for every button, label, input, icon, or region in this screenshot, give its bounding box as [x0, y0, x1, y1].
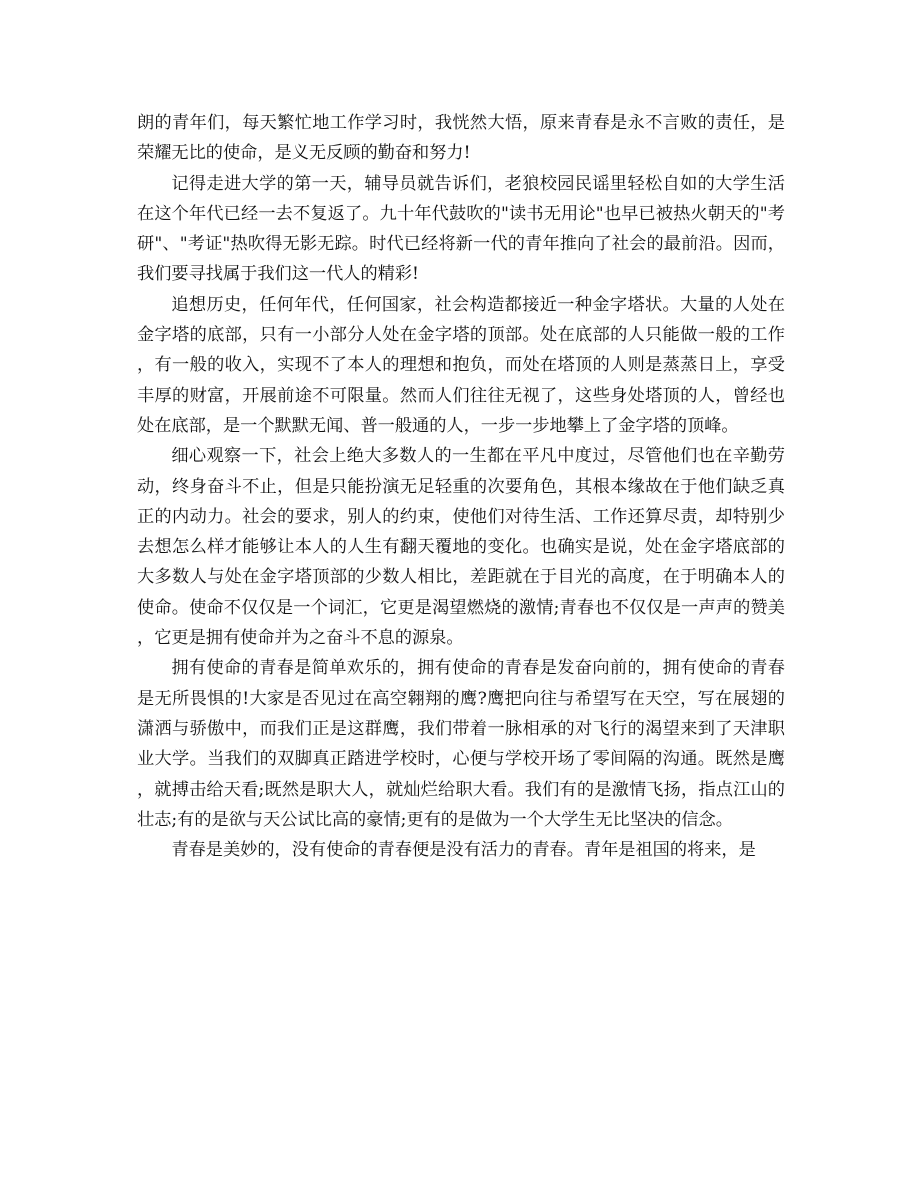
- paragraph-4: 细心观察一下，社会上绝大多数人的一生都在平凡中度过，尽管他们也在辛勤劳动，终身奋斗不止，但是只能扮演无足轻重的次要角色，其根本缘故在于他们缺乏真正的内动力。社会的要求，别人的约束，使他们对待生活、工作还算尽责，却特别少去想怎么样才能够让本人的人生有翻天覆地的变化。也确实是说，处在金字塔底部的大多数人与处在金字塔顶部的少数人相比，差距就在于目光的高度，在于明确本人的使命。使命不仅仅是一个词汇，它更是渴望燃烧的激情;青春也不仅仅是一声声的赞美，它更是拥有使命并为之奋斗不息的源泉。: [137, 446, 785, 649]
- paragraph-5: 拥有使命的青春是简单欢乐的，拥有使命的青春是发奋向前的，拥有使命的青春是无所畏惧的!大家是否见过在高空翱翔的鹰?鹰把向往与希望写在天空，写在展翅的潇洒与骄傲中，而我们正是这群鹰，我们带着一脉相承的对飞行的渴望来到了天津职业大学。当我们的双脚真正踏进学校时，心便与学校开场了零间隔的沟通。既然是鹰，就搏击给天看;既然是职大人，就灿烂给职大看。我们有的是激情飞扬，指点江山的壮志;有的是欲与天公试比高的豪情;更有的是做为一个大学生无比坚决的信念。: [137, 658, 785, 830]
- paragraph-2: 记得走进大学的第一天，辅导员就告诉们，老狼校园民谣里轻松自如的大学生活在这个年代已经一去不复返了。九十年代鼓吹的"读书无用论"也早已被热火朝天的"考研"、"考证"热吹得无影无踪。时代已经将新一代的青年推向了社会的最前沿。因而，我们要寻找属于我们这一代人的精彩!: [137, 173, 785, 285]
- paragraph-3: 追想历史，任何年代，任何国家，社会构造都接近一种金字塔状。大量的人处在金字塔的底部，只有一小部分人处在金字塔的顶部。处在底部的人只能做一般的工作，有一般的收入，实现不了本人的理想和抱负，而处在塔顶的人则是蒸蒸日上，享受丰厚的财富，开展前途不可限量。然而人们往往无视了，这些身处塔顶的人，曾经也处在底部，是一个默默无闻、普一般通的人，一步一步地攀上了金字塔的顶峰。: [137, 294, 785, 436]
- paragraph-6: 青春是美妙的，没有使命的青春便是没有活力的青春。青年是祖国的将来，是: [171, 840, 756, 861]
- document-body: [137, 108, 785, 865]
- paragraph-1: 朗的青年们，每天繁忙地工作学习时，我恍然大悟，原来青春是永不言败的责任，是荣耀无比的使命，是义无反顾的勤奋和努力!: [137, 113, 785, 164]
